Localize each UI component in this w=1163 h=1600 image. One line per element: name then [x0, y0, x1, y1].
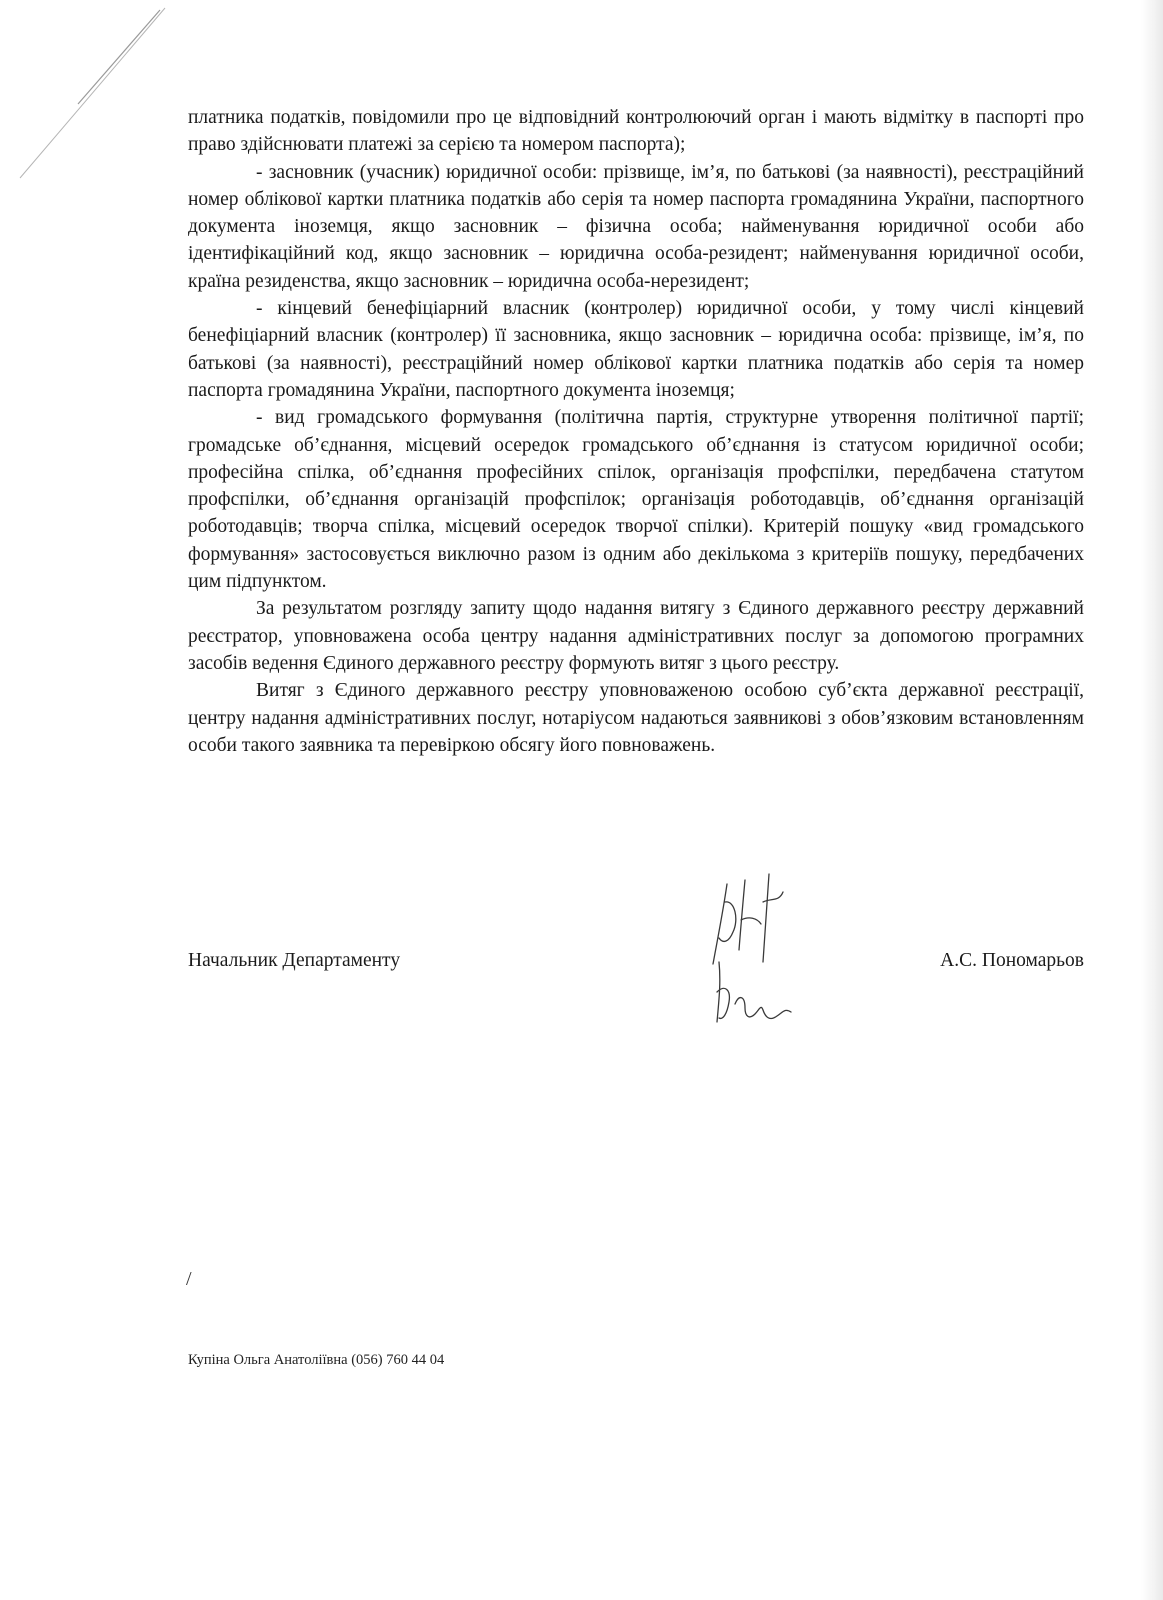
handwritten-signature: [705, 872, 795, 1047]
paragraph-5: За результатом розгляду запиту щодо надання витягу з Єдиного державного реєстру державний реєстратор, уповноважена особа центру надання адміністративних послуг за допомогою програмних засобів ведення Єдиного державного реєстру формують витяг з цього реєстру.: [188, 598, 1084, 674]
signer-title: Начальник Департаменту: [188, 950, 401, 971]
document-body: [188, 104, 1084, 759]
scan-corner-lines: [0, 0, 200, 200]
scan-edge-shadow: [1141, 0, 1163, 1600]
paragraph-4: - вид громадського формування (політична партія, структурне утворення політичної партії; громадське об’єднання, місцевий осередок громадського об’єднання із статусом юридичної особи; професійна спілка, об’єднання професійних спілок, організація профспілки, передбачена статутом профспілки, об’єднання організацій профспілок; організація роботодавців, об’єднання організацій роботодавців; творча спілка, місцевий осередок творчої спілки). Критерій пошуку «вид громадського формування» застосовується виключно разом із одним або декількома з критеріїв пошуку, передбачених цим підпунктом.: [188, 407, 1084, 593]
slash-mark: /: [186, 1268, 192, 1290]
signature-block: [188, 950, 1084, 980]
signer-name: А.С. Пономарьов: [940, 950, 1084, 971]
paragraph-2: - засновник (учасник) юридичної особи: прізвище, ім’я, по батькові (за наявності), реєстраційний номер облікової картки платника податків або серія та номер паспорта громадянина України, паспортного документа іноземця, якщо засновник – фізична особа; найменування юридичної особи або ідентифікаційний код, якщо засновник – юридична особа-резидент; найменування юридичної особи, країна резиденства, якщо засновник – юридична особа-нерезидент;: [188, 161, 1084, 292]
contact-line: Купіна Ольга Анатоліївна (056) 760 44 04: [188, 1352, 445, 1368]
paragraph-6: Витяг з Єдиного державного реєстру уповноваженою особою суб’єкта державної реєстрації, центру надання адміністративних послуг, нотаріусом надаються заявникові з обов’язковим встановленням особи такого заявника та перевіркою обсягу його повноважень.: [188, 680, 1084, 756]
paragraph-1: платника податків, повідомили про це відповідний контролюючий орган і мають відмітку в паспорті про право здійснювати платежі за серією та номером паспорта);: [188, 107, 1084, 156]
paragraph-3: - кінцевий бенефіціарний власник (контролер) юридичної особи, у тому числі кінцевий бенефіціарний власник (контролер) її засновника, якщо засновник – юридична особа: прізвище, ім’я, по батькові (за наявності), реєстраційний номер облікової картки платника податків або серія та номер паспорта громадянина України, паспортного документа іноземця;: [188, 298, 1084, 401]
